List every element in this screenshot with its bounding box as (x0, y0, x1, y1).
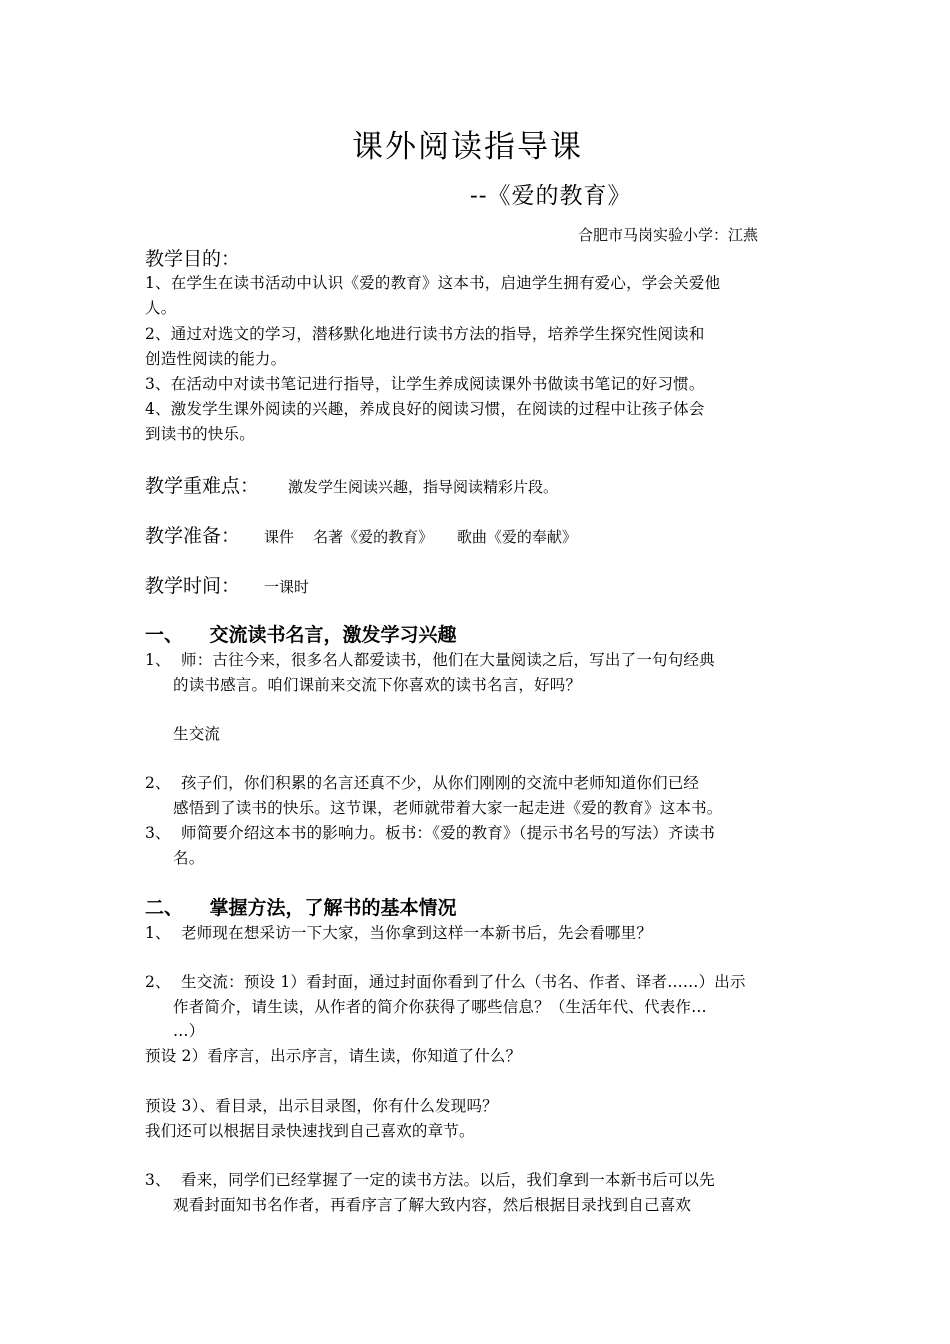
section-one-line: 的读书感言。咱们课前来交流下你喜欢的读书名言，好吗？ (173, 676, 582, 694)
section-one-line: 3、 师简要介绍这本书的影响力。板书：《爱的教育》（提示书名号的写法）齐读书 (145, 824, 716, 842)
time-label: 教学时间： (145, 575, 241, 597)
section-two-line: 1、 老师现在想采访一下大家，当你拿到这样一本新书后，先会看哪里？ (145, 924, 653, 942)
objective-line: 人。 (145, 299, 177, 317)
key-points-value: 激发学生阅读兴趣，指导阅读精彩片段。 (288, 478, 559, 496)
section-two-line: 预设 3）、看目录，出示目录图，你有什么发现吗？ (145, 1097, 498, 1115)
objective-line: 创造性阅读的能力。 (145, 350, 287, 368)
section-one-line: 1、 师：古往今来，很多名人都爱读书，他们在大量阅读之后，写出了一句句经典 (145, 651, 715, 669)
section-two-line: …） (173, 1022, 205, 1040)
section-one-line: 2、 孩子们，你们积累的名言还真不少，从你们刚刚的交流中老师知道你们已经 (145, 774, 700, 792)
objective-line: 2、通过对选文的学习，潜移默化地进行读书方法的指导，培养学生探究性阅读和 (145, 325, 705, 343)
objective-line: 到读书的快乐。 (145, 425, 255, 443)
section-two-line: 预设 2）看序言，出示序言，请生读，你知道了什么？ (145, 1047, 522, 1065)
preparation-label: 教学准备： (145, 525, 241, 547)
section-two-line: 作者简介，请生读，从作者的简介你获得了哪些信息？（生活年代、代表作… (173, 998, 707, 1016)
objective-line: 1、在学生在读书活动中认识《爱的教育》这本书，启迪学生拥有爱心，学会关爱他 (145, 274, 721, 292)
objective-line: 4、激发学生课外阅读的兴趣，养成良好的阅读习惯，在阅读的过程中让孩子体会 (145, 400, 705, 418)
page-subtitle: --《爱的教育》 (470, 183, 632, 209)
section-one-line: 生交流 (173, 725, 221, 743)
objectives-heading: 教学目的： (145, 248, 241, 270)
author-line: 合肥市马岗实验小学：江燕 (578, 226, 759, 244)
preparation-value: 课件 名著《爱的教育》 歌曲《爱的奉献》 (264, 528, 577, 546)
objective-line: 3、在活动中对读书笔记进行指导，让学生养成阅读课外书做读书笔记的好习惯。 (145, 375, 705, 393)
key-points-label: 教学重难点： (145, 475, 260, 497)
section-two-heading: 二、 掌握方法，了解书的基本情况 (145, 897, 457, 919)
section-two-line: 观看封面知书名作者，再看序言了解大致内容，然后根据目录找到自己喜欢 (173, 1196, 692, 1214)
section-two-line: 我们还可以根据目录快速找到自己喜欢的章节。 (145, 1122, 475, 1140)
section-one-line: 名。 (173, 849, 205, 867)
section-two-line: 3、 看来，同学们已经掌握了一定的读书方法。以后，我们拿到一本新书后可以先 (145, 1171, 715, 1189)
section-two-line: 2、 生交流：预设 1）看封面，通过封面你看到了什么（书名、作者、译者……）出示 (145, 973, 746, 991)
page-title: 课外阅读指导课 (352, 129, 583, 165)
section-one-line: 感悟到了读书的快乐。这节课，老师就带着大家一起走进《爱的教育》这本书。 (173, 799, 723, 817)
time-value: 一课时 (264, 578, 310, 596)
section-one-heading: 一、 交流读书名言，激发学习兴趣 (145, 624, 457, 646)
